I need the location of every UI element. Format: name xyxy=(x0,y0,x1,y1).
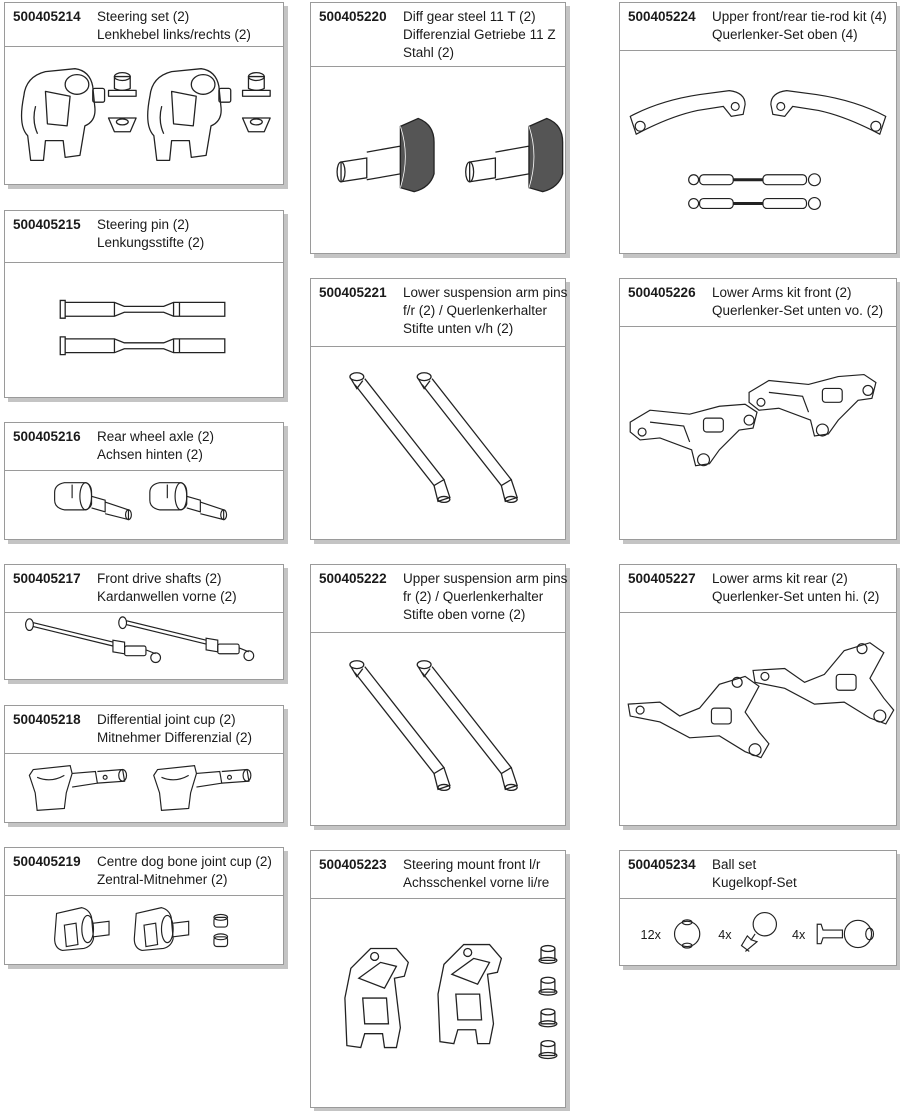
steering-set-icon xyxy=(5,47,283,184)
title-line-3: Stifte unten v/h (2) xyxy=(403,321,514,336)
title-en: Upper front/rear tie-rod kit (4) xyxy=(712,9,887,24)
title-de: Querlenker-Set unten vo. (2) xyxy=(712,303,884,318)
lower-arm-icon xyxy=(620,327,896,539)
title-en: Lower Arms kit front (2) xyxy=(712,285,852,300)
title-en: Front drive shafts (2) xyxy=(97,571,222,586)
title-line-1: Diff gear steel 11 T (2) xyxy=(403,9,536,24)
title-line-2: fr (2) / Querlenkerhalter xyxy=(403,589,544,604)
title-de: Mitnehmer Differenzial (2) xyxy=(97,730,253,745)
part-card-500405214 xyxy=(4,2,284,185)
title-en: Rear wheel axle (2) xyxy=(97,429,215,444)
card-header xyxy=(5,565,283,613)
card-header xyxy=(5,423,283,471)
title-de: Querlenker-Set unten hi. (2) xyxy=(712,589,880,604)
title-de: Lenkhebel links/rechts (2) xyxy=(97,27,251,42)
part-card-500405234 xyxy=(619,850,897,966)
title-line-1: Upper suspension arm pins xyxy=(403,571,568,586)
part-card-500405218 xyxy=(4,705,284,823)
title-line-2: Differenzial Getriebe 11 Z xyxy=(403,27,556,42)
dogbone-cup-icon xyxy=(5,896,283,964)
title-de: Kugelkopf-Set xyxy=(712,875,797,890)
title-en: Differential joint cup (2) xyxy=(97,712,236,727)
part-number: 500405219 xyxy=(13,854,81,869)
tie-rod-icon xyxy=(620,51,896,253)
title-de: Zentral-Mitnehmer (2) xyxy=(97,872,228,887)
card-header xyxy=(311,279,568,347)
title-line-2: f/r (2) / Querlenkerhalter xyxy=(403,303,548,318)
title-de: Achsen hinten (2) xyxy=(97,447,203,462)
title-en: Steering pin (2) xyxy=(97,217,190,232)
title-line-3: Stifte oben vorne (2) xyxy=(403,607,526,622)
title-line-3: Stahl (2) xyxy=(403,45,455,60)
card-header xyxy=(5,848,283,896)
title-de: Lenkungsstifte (2) xyxy=(97,235,205,250)
card-header xyxy=(5,211,283,263)
part-card-500405223 xyxy=(310,850,566,1108)
card-header xyxy=(311,3,565,67)
part-number: 500405221 xyxy=(319,285,387,300)
title-en: Centre dog bone joint cup (2) xyxy=(97,854,272,869)
title-line-1: Lower suspension arm pins xyxy=(403,285,568,300)
card-header xyxy=(620,279,896,327)
quantity-balls: 12x xyxy=(640,927,661,942)
title-de: Kardanwellen vorne (2) xyxy=(97,589,237,604)
part-number: 500405234 xyxy=(628,857,696,872)
part-number: 500405217 xyxy=(13,571,81,586)
part-card-500405215 xyxy=(4,210,284,398)
part-number: 500405214 xyxy=(13,9,81,24)
title-en: Steering set (2) xyxy=(97,9,190,24)
diff-gear-icon xyxy=(311,67,565,253)
part-card-500405226 xyxy=(619,278,897,540)
part-card-500405216 xyxy=(4,422,284,540)
card-header xyxy=(5,706,283,754)
part-number: 500405222 xyxy=(319,571,387,586)
card-header xyxy=(620,851,896,899)
rear-axle-icon xyxy=(5,471,283,539)
title-en: Ball set xyxy=(712,857,757,872)
part-card-500405217 xyxy=(4,564,284,680)
joint-cup-icon xyxy=(5,754,283,822)
part-card-500405220 xyxy=(310,2,566,254)
part-number: 500405223 xyxy=(319,857,387,872)
part-number: 500405227 xyxy=(628,571,696,586)
card-header xyxy=(311,565,568,633)
part-card-500405221 xyxy=(310,278,566,540)
card-header xyxy=(5,3,283,47)
arm-pin-icon xyxy=(311,633,565,825)
card-header xyxy=(620,565,896,613)
part-number: 500405216 xyxy=(13,429,81,444)
part-number: 500405224 xyxy=(628,9,696,24)
card-header xyxy=(620,3,896,51)
title-en: Lower arms kit rear (2) xyxy=(712,571,848,586)
part-card-500405219 xyxy=(4,847,284,965)
lower-arm-icon xyxy=(620,613,896,825)
part-card-500405222 xyxy=(310,564,566,826)
part-number: 500405226 xyxy=(628,285,696,300)
quantity-ball-ends: 4x xyxy=(791,927,806,942)
part-card-500405224 xyxy=(619,2,897,254)
title-de: Querlenker-Set oben (4) xyxy=(712,27,858,42)
steering-pin-icon xyxy=(5,263,283,397)
part-card-500405227 xyxy=(619,564,897,826)
card-header xyxy=(311,851,565,899)
part-number: 500405218 xyxy=(13,712,81,727)
drive-shaft-icon xyxy=(5,613,283,679)
steering-mount-icon xyxy=(311,899,565,1107)
part-number: 500405215 xyxy=(13,217,81,232)
part-number: 500405220 xyxy=(319,9,387,24)
arm-pin-icon xyxy=(311,347,565,539)
title-en: Steering mount front l/r xyxy=(403,857,541,872)
ball-set-icon xyxy=(620,899,896,965)
quantity-ball-studs: 4x xyxy=(718,927,732,942)
title-de: Achsschenkel vorne li/re xyxy=(403,875,550,890)
